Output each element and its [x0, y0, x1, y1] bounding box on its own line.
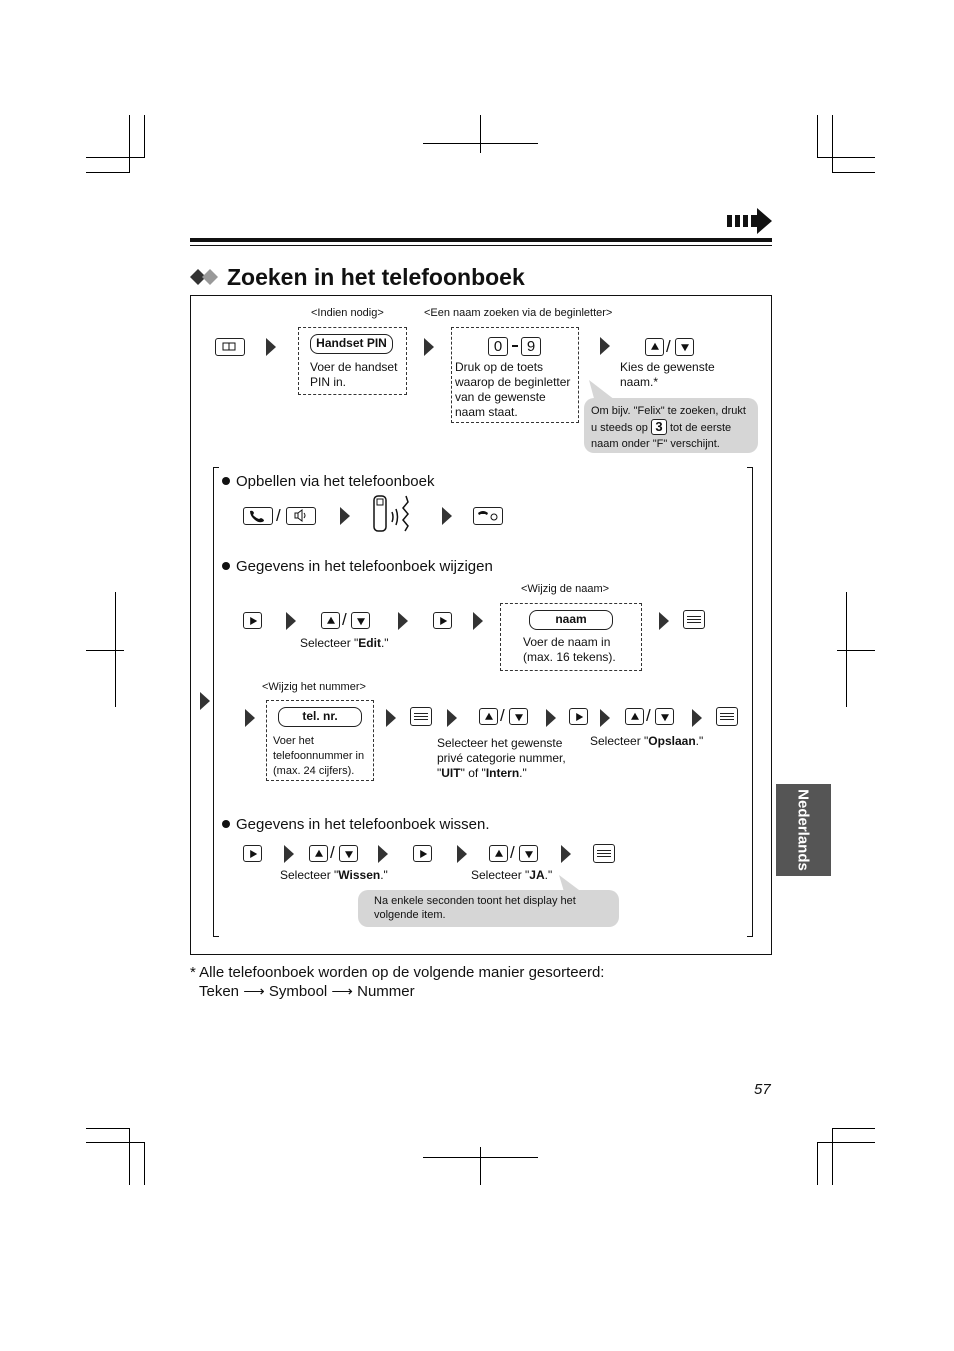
select-save-label: Selecteer "Opslaan." — [590, 734, 704, 748]
bracket-left — [213, 467, 219, 937]
down-arrow-key-icon — [345, 851, 353, 858]
search-tip-bubble: Om bijv. "Felix" te zoeken, drukt u steeds op 3 tot de eerste naam onder "F" verschijnt. — [584, 398, 758, 453]
flow-arrow-icon — [284, 845, 294, 863]
down-key[interactable] — [655, 708, 674, 725]
digit-key-9[interactable]: 9 — [521, 337, 541, 356]
category-description: Selecteer het gewenste privé categorie nummer, "UIT" of "Intern." — [437, 736, 566, 780]
select-edit-label: Selecteer "Edit." — [300, 636, 389, 650]
menu-key-icon — [687, 614, 701, 625]
digit-key-3: 3 — [651, 419, 667, 435]
up-key[interactable] — [489, 845, 508, 862]
flow-arrow-icon — [447, 709, 457, 727]
label-change-number: <Wijzig het nummer> — [262, 681, 366, 693]
slash: / — [666, 337, 671, 356]
up-arrow-key-icon — [631, 712, 639, 719]
down-arrow-key-icon — [525, 851, 533, 858]
up-arrow-key-icon — [495, 849, 503, 856]
footnote-line1: * Alle telefoonboek worden op de volgende manier gesorteerd: — [190, 964, 605, 981]
menu-key[interactable] — [716, 707, 738, 726]
down-key[interactable] — [509, 708, 528, 725]
digit-key-0[interactable]: 0 — [488, 337, 508, 356]
menu-key-icon — [720, 711, 734, 722]
call-heading: Opbellen via het telefoonboek — [222, 473, 434, 491]
flow-arrow-icon — [378, 845, 388, 863]
up-key[interactable] — [625, 708, 644, 725]
diamond-icon — [190, 268, 220, 286]
flow-arrow-icon — [424, 338, 434, 356]
right-key[interactable] — [413, 845, 432, 862]
edit-heading: Gegevens in het telefoonboek wijzigen — [222, 558, 493, 576]
page-number: 57 — [754, 1081, 771, 1098]
flow-arrow-icon — [266, 338, 276, 356]
menu-key-icon — [597, 848, 611, 859]
name-input[interactable]: naam — [529, 610, 613, 630]
up-key[interactable] — [479, 708, 498, 725]
tel-input[interactable]: tel. nr. — [278, 707, 362, 727]
down-arrow-key-icon — [681, 344, 689, 351]
flow-arrow-icon — [286, 612, 296, 630]
bracket-right — [747, 467, 753, 937]
right-arrow-key-icon — [250, 617, 257, 625]
up-key[interactable] — [321, 612, 340, 629]
flow-arrow-icon — [398, 612, 408, 630]
handset-pin-button[interactable]: Handset PIN — [310, 334, 393, 354]
flow-arrow-icon — [546, 709, 556, 727]
flow-arrow-icon — [692, 709, 702, 727]
tel-description: Voer het telefoonnummer in (max. 24 cijfers). — [273, 735, 365, 777]
slash: / — [342, 610, 347, 629]
select-description: Kies de gewenste naam.* — [620, 360, 715, 389]
flow-arrow-icon — [340, 507, 350, 525]
down-key[interactable] — [675, 338, 694, 356]
down-arrow-key-icon — [661, 714, 669, 721]
speaker-icon — [287, 508, 314, 523]
right-arrow-key-icon — [420, 850, 427, 858]
sort-arrow-icon: ⟶ — [331, 983, 353, 1000]
up-arrow-key-icon — [651, 343, 659, 350]
phonebook-button[interactable] — [215, 338, 245, 356]
select-ja-label: Selecteer "JA." — [471, 868, 553, 882]
page-title: Zoeken in het telefoonboek — [227, 264, 525, 290]
flow-arrow-icon — [600, 337, 610, 355]
phonebook-icon — [216, 339, 243, 354]
right-key[interactable] — [433, 612, 452, 629]
up-key[interactable] — [645, 338, 664, 356]
label-search: <Een naam zoeken via de beginletter> — [424, 307, 613, 319]
down-key[interactable] — [339, 845, 358, 862]
name-description: Voer de naam in (max. 16 tekens). — [523, 635, 616, 664]
flow-arrow-icon — [442, 507, 452, 525]
slash: / — [646, 706, 651, 725]
menu-key[interactable] — [593, 844, 615, 863]
up-arrow-key-icon — [315, 849, 323, 856]
footnote-line2: Teken ⟶ Symbool ⟶ Nummer — [199, 983, 415, 1000]
label-change-name: <Wijzig de naam> — [521, 583, 610, 595]
menu-key[interactable] — [410, 707, 432, 726]
erase-tip-bubble: Na enkele seconden toont het display het volgende item. — [358, 890, 619, 927]
down-arrow-key-icon — [357, 618, 365, 625]
speaker-button[interactable] — [286, 507, 316, 525]
flow-arrow-icon — [245, 709, 255, 727]
flow-arrow-icon — [561, 845, 571, 863]
down-key[interactable] — [351, 612, 370, 629]
flow-arrow-icon — [473, 612, 483, 630]
flow-arrow-icon — [600, 709, 610, 727]
right-key[interactable] — [569, 708, 588, 725]
flow-arrow-icon — [659, 612, 669, 630]
continue-arrow-icon — [727, 207, 773, 235]
flow-arrow-icon — [386, 709, 396, 727]
down-arrow-key-icon — [515, 714, 523, 721]
right-arrow-key-icon — [440, 617, 447, 625]
right-arrow-key-icon — [250, 850, 257, 858]
header-rule-thin — [190, 245, 772, 246]
right-arrow-key-icon — [576, 713, 583, 721]
up-arrow-key-icon — [327, 616, 335, 623]
select-wissen-label: Selecteer "Wissen." — [280, 868, 388, 882]
flow-arrow-icon — [457, 845, 467, 863]
right-key[interactable] — [243, 612, 262, 629]
slash: / — [500, 706, 505, 725]
digit-description: Druk op de toets waarop de beginletter van de gewenste naam staat. — [455, 360, 571, 419]
menu-key-icon — [414, 711, 428, 722]
off-button[interactable] — [473, 507, 503, 525]
slash: / — [276, 506, 281, 525]
slash: / — [510, 843, 515, 862]
flow-arrow-icon — [200, 692, 210, 710]
menu-key[interactable] — [683, 610, 705, 629]
off-hook-icon — [474, 508, 501, 523]
erase-heading: Gegevens in het telefoonboek wissen. — [222, 816, 490, 834]
talk-icon — [244, 508, 271, 523]
handset-icon — [370, 494, 420, 534]
talk-button[interactable] — [243, 507, 273, 525]
pin-description: Voer de handset PIN in. — [310, 360, 398, 389]
header-rule — [190, 238, 772, 242]
down-key[interactable] — [519, 845, 538, 862]
language-tab-label: Nederlands — [794, 789, 812, 871]
slash: / — [330, 843, 335, 862]
up-key[interactable] — [309, 845, 328, 862]
digit-range-dash — [512, 345, 518, 347]
up-arrow-key-icon — [485, 712, 493, 719]
sort-arrow-icon: ⟶ — [243, 983, 265, 1000]
label-optional: <Indien nodig> — [311, 307, 384, 319]
right-key[interactable] — [243, 845, 262, 862]
